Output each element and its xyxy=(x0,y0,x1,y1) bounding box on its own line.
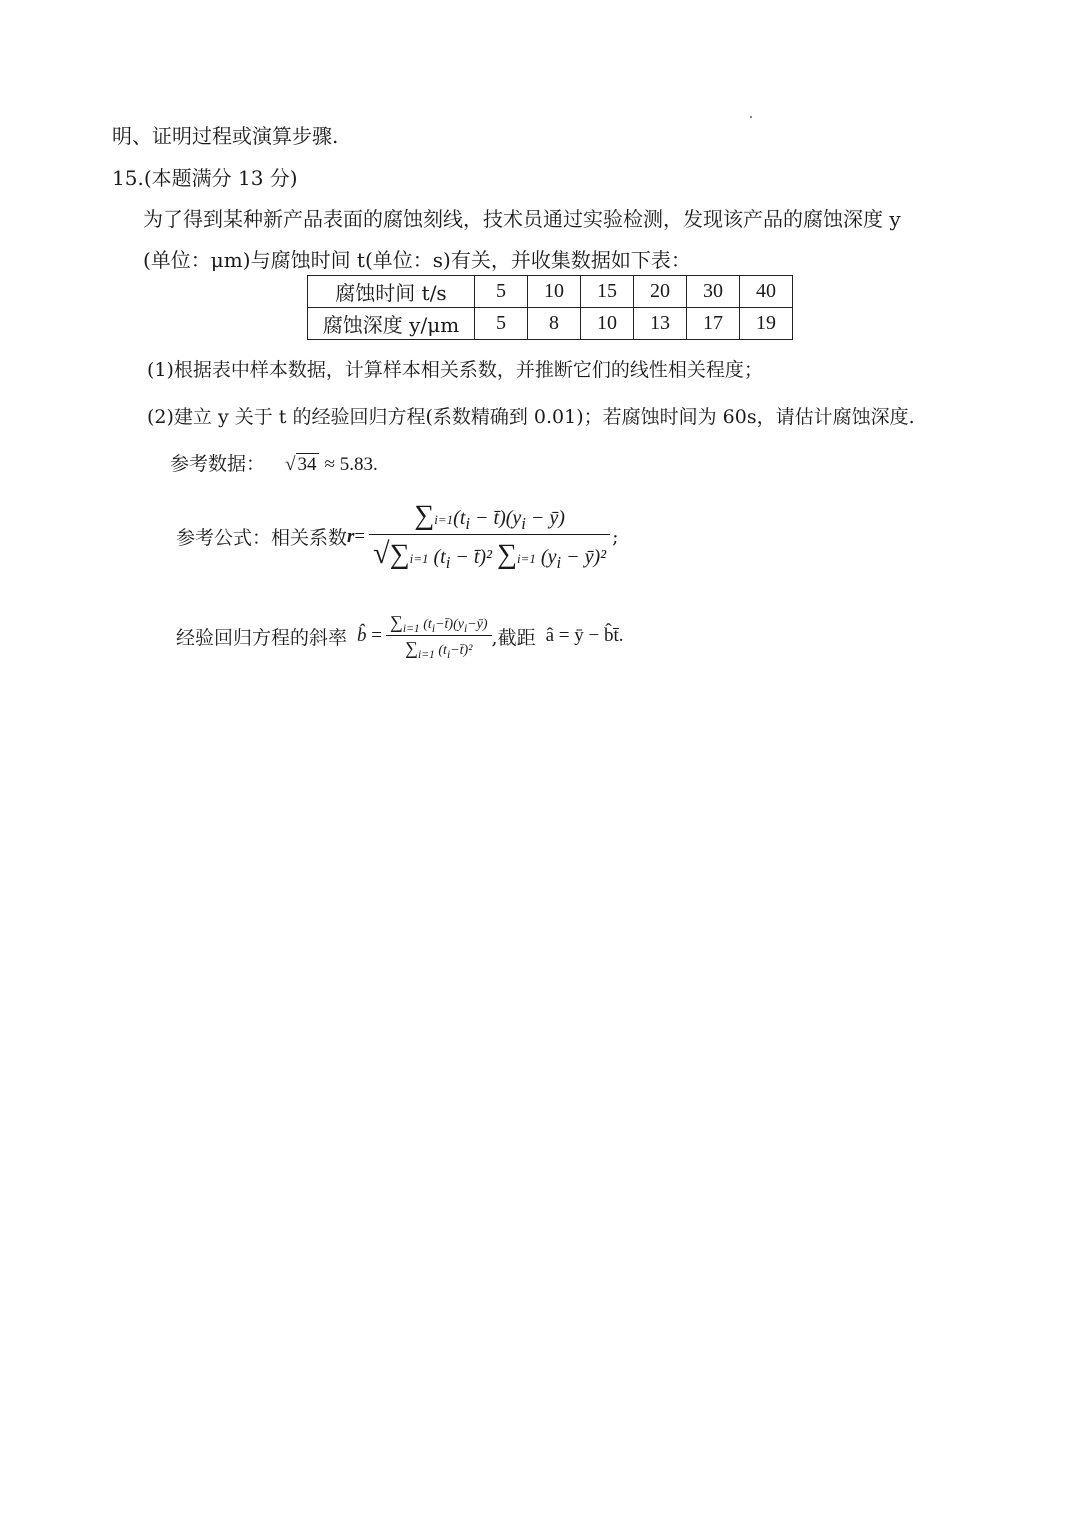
sqrt-approx: ≈ 5.83. xyxy=(324,454,378,475)
part-2: (2)建立 y 关于 t 的经验回归方程(系数精确到 0.01)；若腐蚀时间为 60s，请估计腐蚀深度. xyxy=(147,406,915,428)
table-cell: 40 xyxy=(740,276,793,308)
reference-data-label: 参考数据： xyxy=(170,453,266,475)
stray-dot xyxy=(750,116,752,118)
table-row-header: 腐蚀时间 t/s xyxy=(308,276,475,308)
r-symbol: r xyxy=(347,525,355,547)
table-cell: 17 xyxy=(687,308,740,340)
table-cell: 30 xyxy=(687,276,740,308)
correlation-fraction xyxy=(369,500,610,573)
table-cell: 10 xyxy=(528,276,581,308)
table-cell: 13 xyxy=(634,308,687,340)
slope-label: 经验回归方程的斜率 xyxy=(176,626,348,649)
data-table xyxy=(307,275,793,340)
intercept-label: ,截距 xyxy=(491,626,536,649)
intro-tail: 明、证明过程或演算步骤. xyxy=(112,124,339,148)
slope-fraction xyxy=(386,612,492,661)
table-row-header: 腐蚀深度 y/μm xyxy=(308,308,475,340)
table-cell: 10 xyxy=(581,308,634,340)
table-cell: 5 xyxy=(475,276,528,308)
slope-numerator: $\sum_{i=1}$ $(t_i-t̄)(y_i-ȳ)$ xyxy=(389,612,488,635)
table-cell: 5 xyxy=(475,308,528,340)
sqrt-expression: √ 34 xyxy=(285,454,317,475)
question-number: 15. xyxy=(112,166,144,190)
question-score: (本题满分 13 分) xyxy=(143,166,298,190)
question-header xyxy=(112,164,298,192)
part-1: (1)根据表中样本数据，计算样本相关系数，并推断它们的线性相关程度； xyxy=(147,359,763,381)
table-cell: 20 xyxy=(634,276,687,308)
correlation-denominator: √∑i=1 ($t_i$ − t̄)² ∑i=1 ($y_i$ − ȳ)² xyxy=(369,534,610,573)
reference-data xyxy=(170,450,378,479)
question-stem-line2: (单位：μm)与腐蚀时间 t(单位：s)有关，并收集数据如下表： xyxy=(143,248,691,272)
table-cell: 19 xyxy=(740,308,793,340)
table-row xyxy=(308,276,793,308)
correlation-numerator: $\sum i=1(t_i$ − $t̄)(y_i$ − ȳ) xyxy=(414,500,565,533)
correlation-formula: 参考公式：相关系数 r = $\frac{\sum i=1(t_i - t̄)(y_i - ȳ)}{√\sum i=1 (t_i - t̄)^2 \sum i=1 (y_i - ȳ)^2}$ ; xyxy=(176,500,619,572)
slope-denominator: $\sum_{i=1}$ $(t_i-t̄)^2$ xyxy=(386,635,492,661)
question-stem-line1: 为了得到某种新产品表面的腐蚀刻线，技术员通过实验检测，发现该产品的腐蚀深度 y xyxy=(143,207,901,231)
regression-formula xyxy=(176,612,623,661)
formula-label: 参考公式：相关系数 xyxy=(176,527,348,549)
table-cell: 15 xyxy=(581,276,634,308)
table-row xyxy=(308,308,793,340)
sqrt-radicand: 34 xyxy=(297,454,317,475)
b-hat-symbol: b̂ = xyxy=(357,625,382,647)
intercept-formula: â = ȳ − b̂t̄. xyxy=(545,625,624,647)
table-cell: 8 xyxy=(528,308,581,340)
